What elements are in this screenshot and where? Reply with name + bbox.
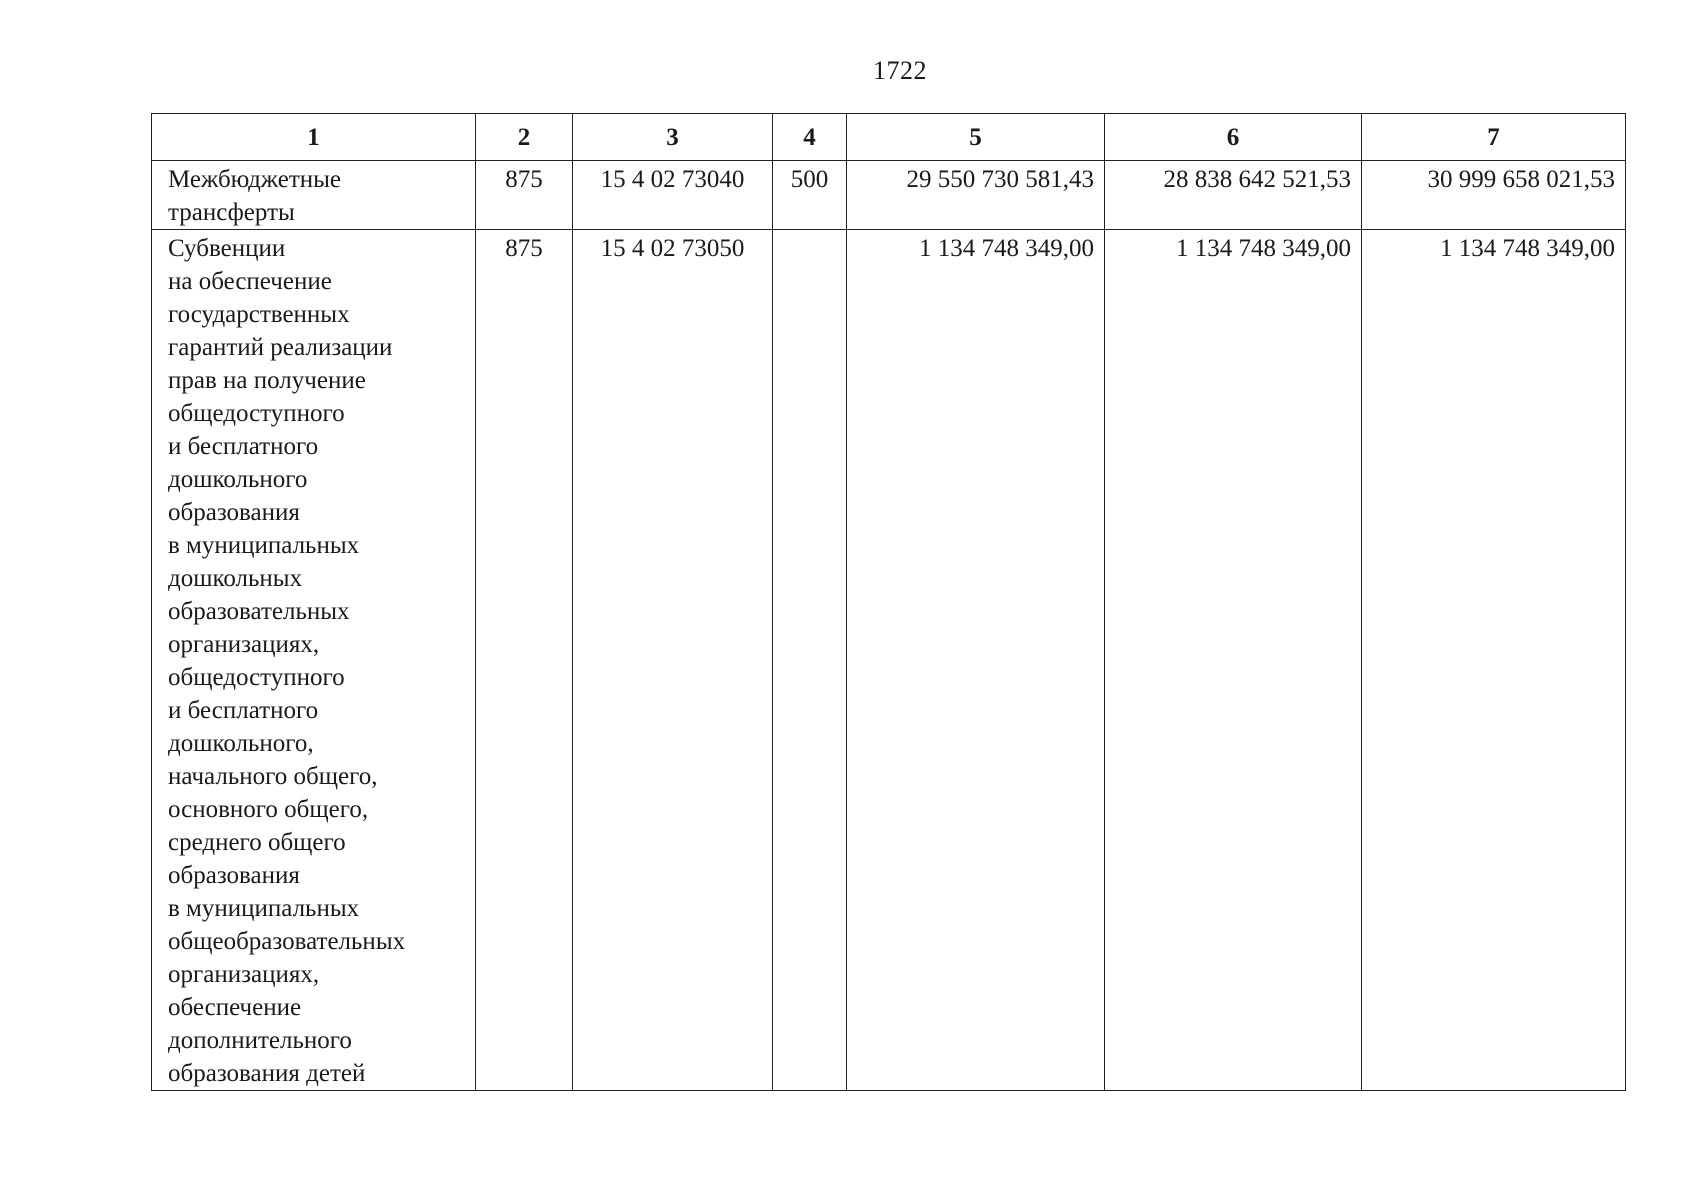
cell-col2: 875 <box>476 230 573 1091</box>
column-header: 3 <box>573 114 773 161</box>
column-header: 7 <box>1362 114 1626 161</box>
column-header: 5 <box>847 114 1105 161</box>
table-row <box>152 161 1626 230</box>
row-name-cell <box>152 161 476 230</box>
row-name-line: образования <box>168 862 300 889</box>
table-row <box>152 230 1626 1091</box>
row-name-line: начального общего, <box>168 763 378 790</box>
row-name-line: гарантий реализации <box>168 334 393 361</box>
row-name-line: организациях, <box>168 631 320 658</box>
cell-col5: 29 550 730 581,43 <box>847 161 1105 230</box>
row-name-line: на обеспечение <box>168 268 332 295</box>
table-header-row <box>152 114 1626 161</box>
row-name-line: Субвенции <box>168 235 286 262</box>
cell-col3: 15 4 02 73040 <box>573 161 773 230</box>
cell-col5: 1 134 748 349,00 <box>847 230 1105 1091</box>
page-number: 1722 <box>873 56 927 85</box>
row-name-line: общедоступного <box>168 664 345 691</box>
cell-col7: 1 134 748 349,00 <box>1362 230 1626 1091</box>
row-name-line: дополнительного <box>168 1027 352 1054</box>
column-header: 2 <box>476 114 573 161</box>
column-header: 6 <box>1105 114 1362 161</box>
row-name-line: Межбюджетные <box>168 166 342 193</box>
row-name-cell <box>152 230 476 1091</box>
row-name-line: образования детей <box>168 1060 366 1087</box>
row-name-line: государственных <box>168 301 350 328</box>
row-name-line: дошкольного <box>168 466 308 493</box>
cell-col6: 28 838 642 521,53 <box>1105 161 1362 230</box>
column-header: 1 <box>152 114 476 161</box>
cell-col6: 1 134 748 349,00 <box>1105 230 1362 1091</box>
row-name-line: и бесплатного <box>168 697 319 724</box>
row-name-line: общеобразовательных <box>168 928 406 955</box>
row-name-line: дошкольного, <box>168 730 314 757</box>
row-name-line: организациях, <box>168 961 320 988</box>
cell-col2: 875 <box>476 161 573 230</box>
cell-col3: 15 4 02 73050 <box>573 230 773 1091</box>
cell-col4: 500 <box>773 161 847 230</box>
row-name-line: дошкольных <box>168 565 303 592</box>
cell-col4 <box>773 230 847 1091</box>
row-name-line: в муниципальных <box>168 532 360 559</box>
column-header: 4 <box>773 114 847 161</box>
budget-table <box>151 113 1626 1091</box>
row-name-line: трансферты <box>168 199 295 226</box>
row-name-line: и бесплатного <box>168 433 319 460</box>
row-name-line: общедоступного <box>168 400 345 427</box>
row-name-line: образовательных <box>168 598 350 625</box>
row-name-line: образования <box>168 499 300 526</box>
row-name-line: среднего общего <box>168 829 346 856</box>
row-name-line: в муниципальных <box>168 895 360 922</box>
cell-col7: 30 999 658 021,53 <box>1362 161 1626 230</box>
row-name-line: обеспечение <box>168 994 302 1021</box>
row-name-line: прав на получение <box>168 367 366 394</box>
row-name-line: основного общего, <box>168 796 369 823</box>
